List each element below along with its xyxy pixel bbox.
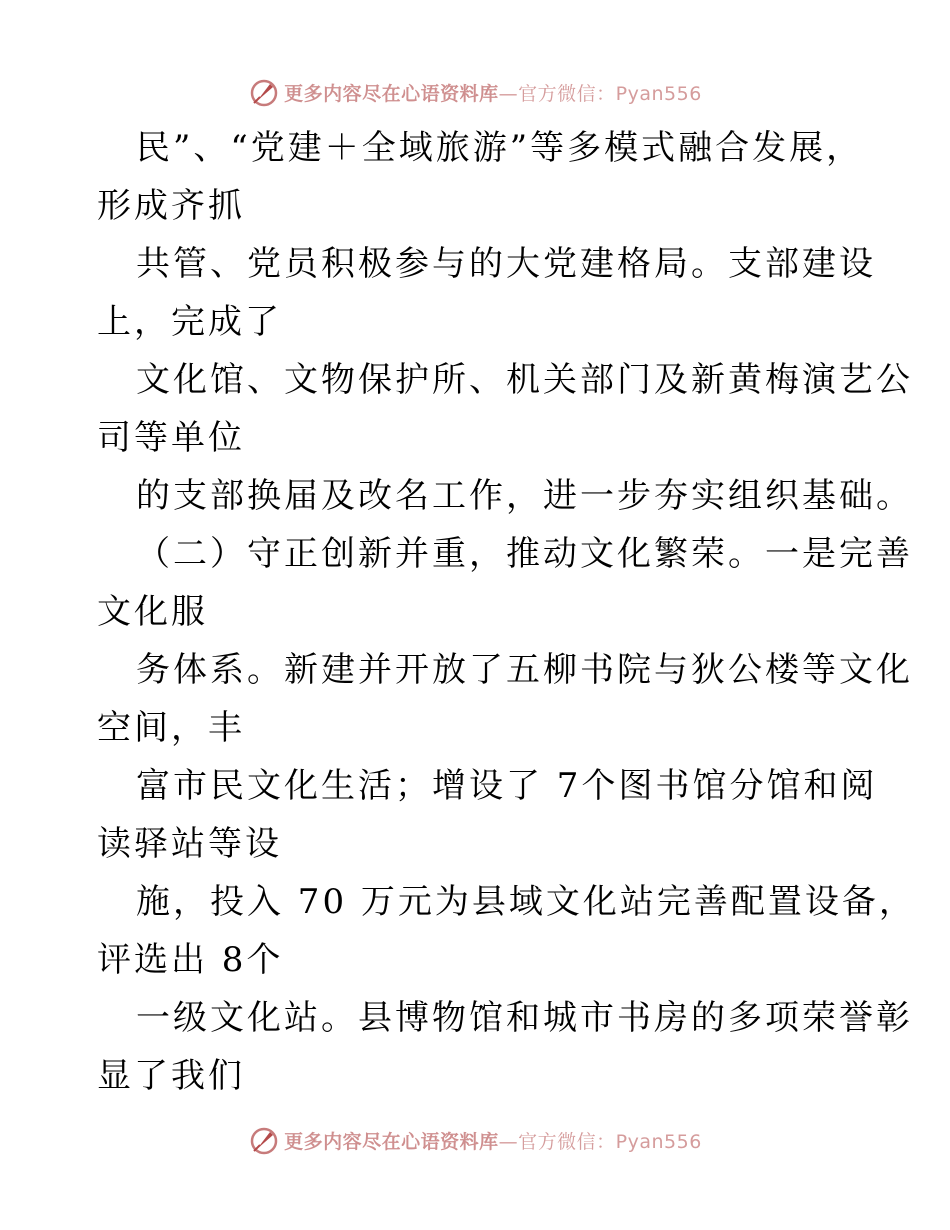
- watermark-dash: —: [498, 82, 519, 105]
- feather-logo-icon: [248, 1124, 280, 1156]
- text-line: 读驿站等设: [97, 824, 282, 864]
- text-line: 上，完成了: [97, 302, 282, 342]
- text-line: 文化服: [97, 592, 208, 632]
- watermark-brand: 更多内容尽在心语资料库: [284, 1130, 499, 1153]
- watermark-dash: —: [498, 1130, 519, 1153]
- text-line: 司等单位: [97, 418, 245, 458]
- text-line: （二）守正创新并重，推动文化繁荣。一是完善: [136, 534, 913, 574]
- watermark-footer: [0, 1120, 950, 1160]
- watermark-brand: 更多内容尽在心语资料库: [284, 82, 499, 105]
- watermark-suffix: 官方微信：Pyan556: [518, 1130, 702, 1153]
- text-line: 一级文化站。县博物馆和城市书房的多项荣誉彰: [136, 998, 913, 1038]
- watermark-text: [284, 1127, 702, 1154]
- watermark-suffix: 官方微信：Pyan556: [518, 82, 702, 105]
- text-line: 形成齐抓: [97, 186, 245, 226]
- watermark-header: [0, 72, 950, 112]
- text-line: 空间，丰: [97, 708, 245, 748]
- feather-logo-icon: [248, 76, 280, 108]
- watermark-text: [284, 79, 702, 106]
- text-line: 显了我们: [97, 1056, 245, 1096]
- text-line: 的支部换届及改名工作，进一步夯实组织基础。: [136, 476, 913, 516]
- text-line: 富市民文化生活；增设了 7个图书馆分馆和阅: [136, 766, 878, 806]
- text-line: 文化馆、文物保护所、机关部门及新黄梅演艺公: [136, 360, 913, 400]
- text-line: 评选出 8个: [97, 940, 284, 980]
- text-line: 民”、“党建＋全域旅游”等多模式融合发展，: [136, 128, 864, 168]
- text-line: 共管、党员积极参与的大党建格局。支部建设: [136, 244, 876, 284]
- text-line: 务体系。新建并开放了五柳书院与狄公楼等文化: [136, 650, 913, 690]
- text-line: 施，投入 70 万元为县域文化站完善配置设备，: [136, 882, 916, 922]
